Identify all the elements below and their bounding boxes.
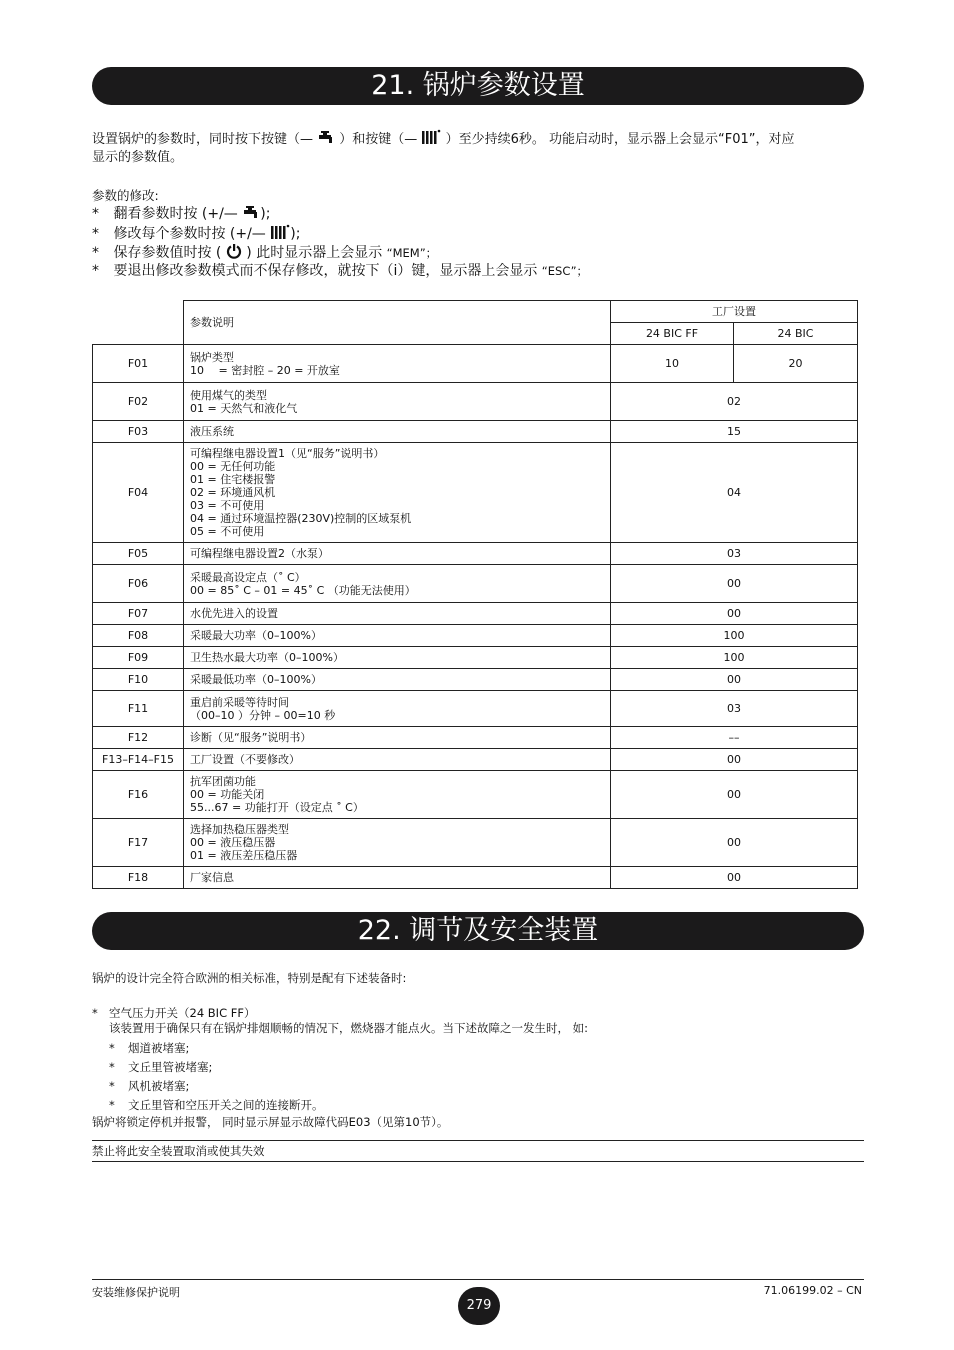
header-factory: 工厂设置 [611,301,858,323]
factory-value: 100 [611,625,858,647]
bullet-exit-esc: “ESC”； [541,264,589,278]
param-description [184,421,611,443]
param-description-line: 01 = 天然气和液化气 [190,401,298,415]
factory-value: 00 [611,867,858,889]
bullet-star: * [92,263,99,279]
header-description: 参数说明 [184,301,611,345]
footer-manual-name: 安装维修保护说明 [92,1286,180,1299]
factory-value: 00 [611,749,858,771]
fault-item [109,1058,212,1077]
section-21-title: 21. 锅炉参数设置 [92,67,864,105]
param-description [184,647,611,669]
param-description-line: 01 = 住宅楼报警 [190,473,276,486]
bullet-change-text: 修改每个参数时按 (+/— [113,226,266,242]
bullet-save-mem: “MEM”； [386,246,438,260]
param-code: F02 [93,383,184,421]
bullet-change-end: ); [290,226,301,242]
param-description [184,443,611,543]
factory-value-24-bic: 20 [734,345,858,383]
bullet-exit [92,262,588,281]
modify-heading: 参数的修改: [92,188,159,203]
param-description-line: 采暖最大功率（0–100%） [190,629,322,642]
warning-top-rule [92,1140,864,1141]
param-code: F06 [93,565,184,603]
param-description-line: 可编程继电器设置1（见“服务”说明书） [190,447,385,460]
tap-icon [317,131,335,145]
bullet-star: * [92,226,99,242]
bullet-change [92,224,300,244]
bullet-star: * [109,1098,115,1112]
factory-value: –– [611,727,858,749]
param-description [184,625,611,647]
param-description-line: 01 = 液压差压稳压器 [190,849,298,862]
table-row [93,691,858,727]
bullet-save [92,243,437,263]
radiator-icon [270,224,290,240]
factory-value: 03 [611,691,858,727]
factory-value: 00 [611,669,858,691]
factory-value: 00 [611,603,858,625]
table-row [93,565,858,603]
param-description-line: 00 = 功能关闭 [190,788,265,801]
param-code: F01 [93,345,184,383]
param-description [184,565,611,603]
intro-part-b: ）和按键（— [339,132,418,147]
param-description-line: 液压系统 [190,425,234,438]
param-code: F12 [93,727,184,749]
param-description-line: 重启前采暖等待时间 [190,695,289,709]
param-code: F03 [93,421,184,443]
param-description [184,383,611,421]
header-24-bic-ff: 24 BIC FF [611,323,734,345]
pressure-switch-label: 空气压力开关（24 BIC FF） [109,1006,256,1020]
param-description [184,819,611,867]
fault-fan-blocked: 风机被堵塞; [128,1079,190,1093]
factory-value: 03 [611,543,858,565]
table-corner [93,301,184,345]
bullet-star: * [92,245,99,261]
param-description [184,749,611,771]
bullet-star: * [109,1060,115,1074]
pressure-switch-desc: 该装置用于确保只有在锅炉排烟顺畅的情况下，燃烧器才能点火。当下述故障之一发生时， 如: [109,1021,589,1035]
param-description [184,771,611,819]
table-row [93,625,858,647]
lock-note: 锅炉将锁定停机并报警， 同时显示屏显示故障代码E03（见第10节）。 [92,1115,449,1129]
param-code: F16 [93,771,184,819]
bullet-browse-text: 翻看参数时按 (+/— [113,206,238,222]
param-description-line: 55...67 = 功能打开（设定点 ˚ C） [190,801,364,814]
bullet-browse-end: ); [260,206,271,222]
header-24-bic: 24 BIC [734,323,858,345]
table-row [93,383,858,421]
param-code: F11 [93,691,184,727]
factory-value: 00 [611,771,858,819]
fault-venturi-blocked: 文丘里管被堵塞; [128,1060,213,1074]
table-row [93,819,858,867]
page-number: 279 [458,1287,500,1325]
param-description-line: 02 = 环境通风机 [190,486,276,499]
table-row [93,603,858,625]
param-description-line: 锅炉类型 [190,350,234,364]
intro-part-a: 设置锅炉的参数时，同时按下按键（— [92,132,314,147]
table-row [93,867,858,889]
param-description-line: 抗军团菌功能 [190,775,256,788]
intro-line-1 [92,129,795,149]
bullet-star: * [109,1041,115,1055]
table-row [93,421,858,443]
param-description [184,543,611,565]
param-code: F09 [93,647,184,669]
param-description-line: 00 = 液压稳压器 [190,836,276,849]
param-description-line: 采暖最高设定点（˚ C） [190,570,306,584]
param-code: F13–F14–F15 [93,749,184,771]
param-description-line: 03 = 不可使用 [190,499,265,512]
warning-bottom-rule [92,1161,864,1162]
table-row [93,345,858,383]
param-description [184,345,611,383]
param-code: F04 [93,443,184,543]
table-header-row [93,301,858,323]
factory-value: 100 [611,647,858,669]
table-row [93,771,858,819]
param-description [184,727,611,749]
fault-disconnected: 文丘里管和空压开关之间的连接断开。 [128,1098,324,1112]
safety-warning: 禁止将此安全装置取消或使其失效 [92,1144,265,1158]
param-code: F08 [93,625,184,647]
table-row [93,669,858,691]
bullet-save-mid: ) 此时显示器上会显示 [246,245,383,261]
param-description-line: 选择加热稳压器类型 [190,823,289,836]
param-description [184,669,611,691]
param-description [184,867,611,889]
power-icon [226,243,242,259]
param-code: F17 [93,819,184,867]
param-code: F10 [93,669,184,691]
param-code: F05 [93,543,184,565]
factory-value: 02 [611,383,858,421]
table-row [93,443,858,543]
param-code: F07 [93,603,184,625]
factory-value-24-bic-ff: 10 [611,345,734,383]
section-22-title: 22. 调节及安全装置 [92,912,864,950]
fault-flue-blocked: 烟道被堵塞; [128,1041,190,1055]
bullet-star: * [92,206,99,222]
factory-value: 04 [611,443,858,543]
param-description [184,603,611,625]
bullet-exit-text: 要退出修改参数模式而不保存修改，就按下（i）键，显示器上会显示 [113,263,538,279]
footer-rule [92,1279,864,1280]
bullet-browse [92,205,270,224]
table-row [93,749,858,771]
factory-value: 00 [611,819,858,867]
table-row [93,727,858,749]
param-description-line: 00 = 85˚ C – 01 = 45˚ C （功能无法使用） [190,583,416,597]
param-description-line: 10 = 密封腔 – 20 = 开放室 [190,363,340,377]
table-row [93,647,858,669]
fault-item [109,1077,189,1096]
param-description-line: 05 = 不可使用 [190,525,265,538]
radiator-icon [421,129,441,145]
parameter-table [92,300,858,889]
param-description-line: （00–10 ）分钟 – 00=10 秒 [190,708,336,722]
param-description-line: 诊断（见“服务”说明书） [190,731,312,744]
param-description-line: 使用煤气的类型 [190,388,267,402]
factory-value: 15 [611,421,858,443]
factory-value: 00 [611,565,858,603]
intro-part-c: ）至少持续6秒。 功能启动时，显示器上会显示“F01”，对应 [445,132,795,147]
bullet-star: * [109,1079,115,1093]
param-description-line: 采暖最低功率（0–100%） [190,673,322,686]
fault-item [109,1039,189,1058]
tap-icon [242,206,260,220]
param-description-line: 卫生热水最大功率（0–100%） [190,651,344,664]
param-description-line: 00 = 无任何功能 [190,460,276,473]
footer-doc-code: 71.06199.02 – CN [763,1284,862,1297]
param-description-line: 水优先进入的设置 [190,607,278,620]
param-code: F18 [93,867,184,889]
sec22-intro: 锅炉的设计完全符合欧洲的相关标准，特别是配有下述装备时: [92,971,407,985]
bullet-save-text: 保存参数值时按 ( [113,245,222,261]
param-description [184,691,611,727]
param-description-line: 厂家信息 [190,871,234,884]
param-description-line: 04 = 通过环境温控器(230V)控制的区域泵机 [190,512,412,525]
intro-line-2: 显示的参数值。 [92,150,184,165]
table-row [93,543,858,565]
param-description-line: 工厂设置（不要修改） [190,753,300,766]
param-description-line: 可编程继电器设置2（水泵） [190,547,329,560]
bullet-star: * [92,1006,98,1020]
